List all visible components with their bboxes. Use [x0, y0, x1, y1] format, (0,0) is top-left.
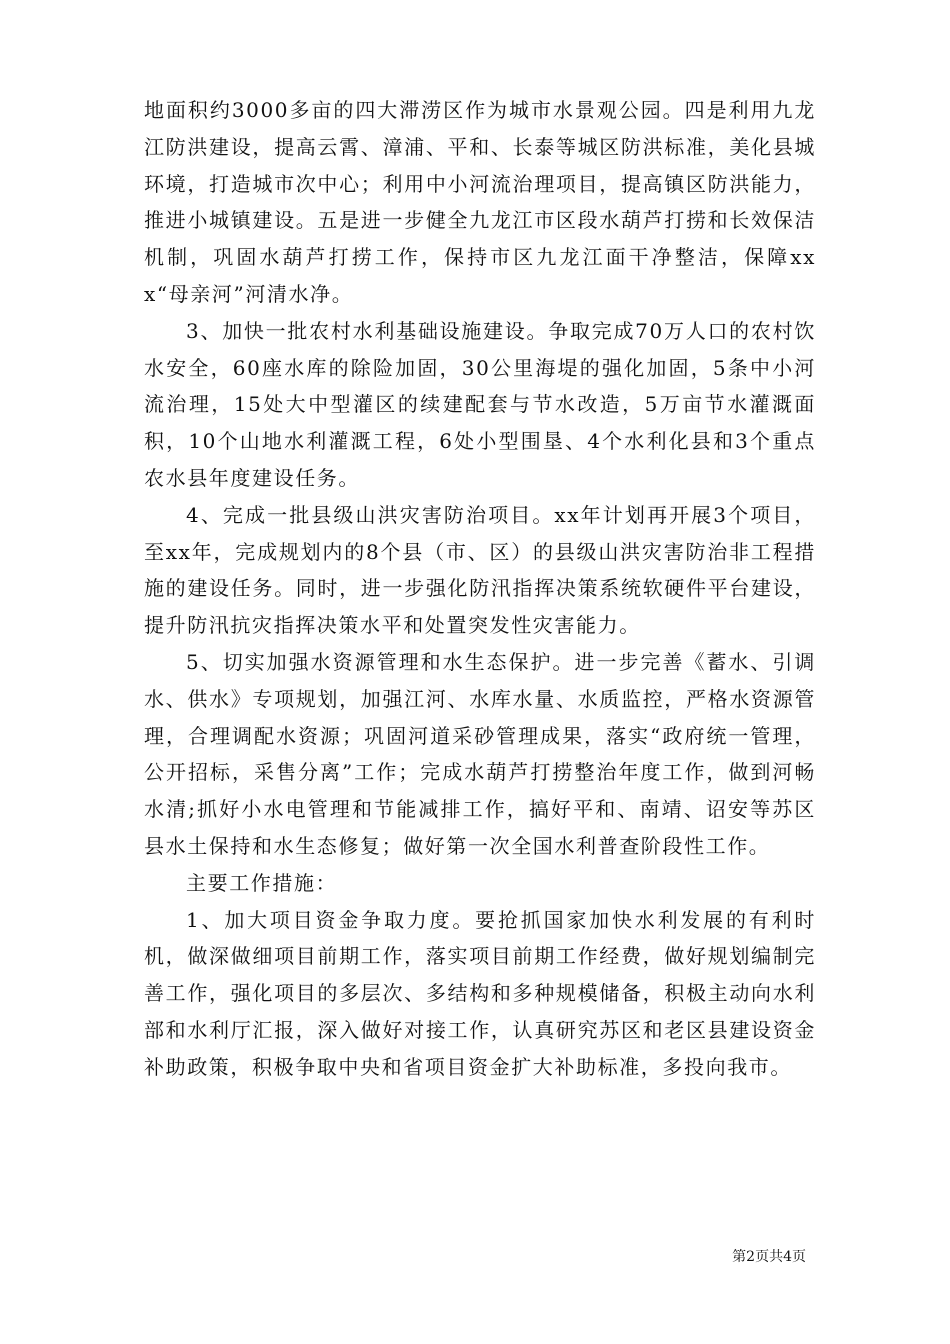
paragraph-item-5: 5、切实加强水资源管理和水生态保护。进一步完善《蓄水、引调水、供水》专项规划，加强江河、水库水量、水质监控，严格水资源管理，合理调配水资源；巩固河道采砂管理成果，落实“政府统一管理，公开招标，采售分离”工作；完成水葫芦打捞整治年度工作，做到河畅水清;抓好小水电管理和节能减排工作，搞好平和、南靖、诏安等苏区县水土保持和水生态修复；做好第一次全国水利普查阶段性工作。: [144, 649, 816, 858]
section-heading-measures: 主要工作措施：: [186, 870, 338, 895]
paragraph-measure-1: 1、加大项目资金争取力度。要抢抓国家加快水利发展的有利时机，做深做细项目前期工作，落实项目前期工作经费，做好规划编制完善工作，强化项目的多层次、多结构和多种规模储备，积极主动向水利部和水利厅汇报，深入做好对接工作，认真研究苏区和老区县建设资金补助政策，积极争取中央和省项目资金扩大补助标准，多投向我市。: [144, 907, 816, 1079]
paragraph-item-4: 4、完成一批县级山洪灾害防治项目。xx年计划再开展3个项目，至xx年，完成规划内的8个县（市、区）的县级山洪灾害防治非工程措施的建设任务。同时，进一步强化防汛指挥决策系统软硬件平台建设，提升防汛抗灾指挥决策水平和处置突发性灾害能力。: [144, 502, 816, 638]
paragraph-item-3: 3、加快一批农村水利基础设施建设。争取完成70万人口的农村饮水安全，60座水库的除险加固，30公里海堤的强化加固，5条中小河流治理，15处大中型灌区的续建配套与节水改造，5万亩节水灌溉面积，10个山地水利灌溉工程，6处小型围垦、4个水利化县和3个重点农水县年度建设任务。: [144, 318, 816, 490]
document-body: [144, 92, 816, 1086]
page-number-footer: 第2页共4页: [732, 1249, 806, 1265]
paragraph-continuation: 地面积约3000多亩的四大滞涝区作为城市水景观公园。四是利用九龙江防洪建设，提高云霄、漳浦、平和、长泰等城区防洪标准，美化县城环境，打造城市次中心；利用中小河流治理项目，提高镇区防洪能力，推进小城镇建设。五是进一步健全九龙江市区段水葫芦打捞和长效保洁机制，巩固水葫芦打捞工作，保持市区九龙江面干净整洁，保障xxx“母亲河”河清水净。: [144, 98, 816, 306]
